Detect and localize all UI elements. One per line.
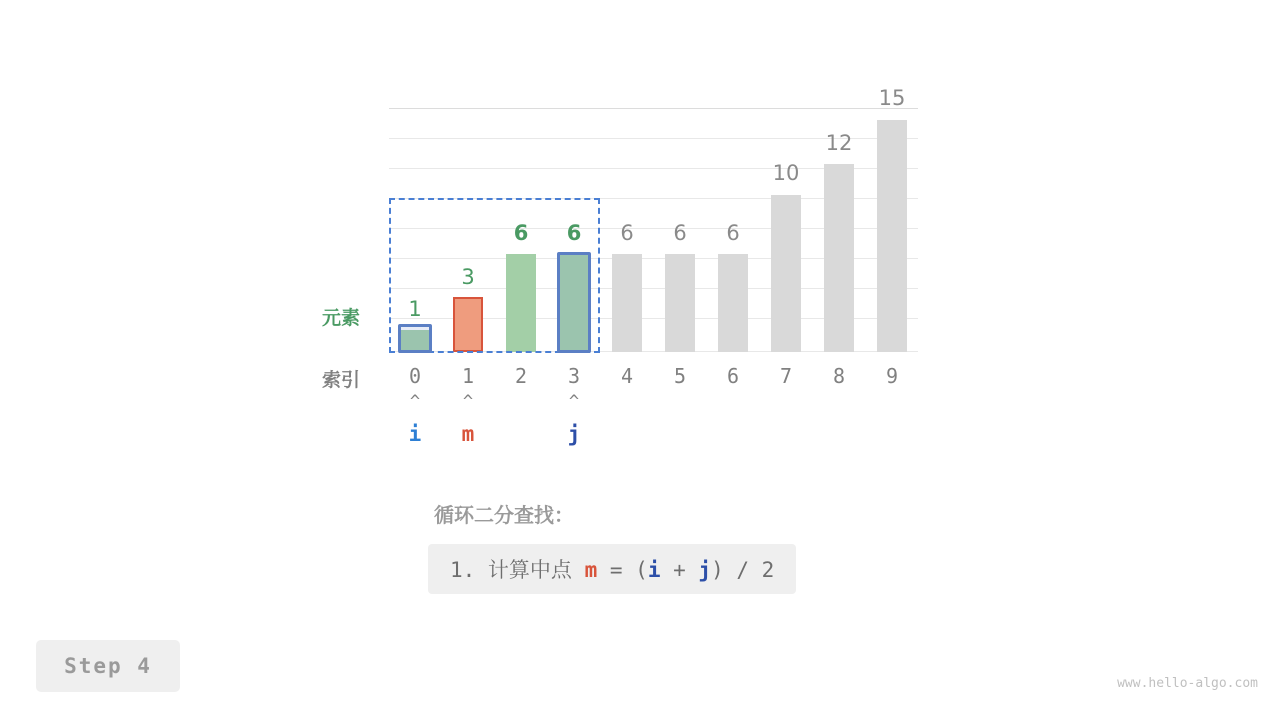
bar-value-1: 3 (461, 265, 475, 289)
bar-8 (824, 164, 854, 352)
step-code-line (428, 544, 796, 594)
description-title: 循环二分查找： (434, 503, 574, 527)
index-label-1: 1 (461, 364, 475, 388)
caret-i: ^ (409, 392, 421, 412)
axis-label-index: 索引 (322, 369, 361, 391)
code-var-j: j (698, 558, 712, 582)
axis-label-elements: 元素 (322, 307, 361, 329)
code-prefix: 1. 计算中点 (450, 558, 585, 582)
bar-value-4: 6 (620, 221, 634, 245)
watermark: www.hello-algo.com (1117, 676, 1258, 691)
caret-j: ^ (568, 392, 580, 412)
pointer-highlight-j (557, 252, 591, 353)
bar-value-0: 1 (408, 297, 422, 321)
bar-6 (718, 254, 748, 352)
bar-7 (771, 195, 801, 352)
pointer-highlight-i (398, 324, 432, 353)
pointer-label-i: i (408, 422, 422, 446)
bar-value-9: 15 (878, 86, 906, 110)
bar-value-2: 6 (513, 221, 529, 245)
index-label-0: 0 (408, 364, 422, 388)
code-plus: + (660, 558, 699, 582)
bar-5 (665, 254, 695, 352)
bar-value-5: 6 (673, 221, 687, 245)
code-eq: = ( (597, 558, 648, 582)
step-badge: Step 4 (36, 640, 180, 692)
index-label-8: 8 (832, 364, 846, 388)
bar-9 (877, 120, 907, 352)
bar-value-3: 6 (566, 221, 582, 245)
index-label-7: 7 (779, 364, 793, 388)
code-var-m: m (584, 558, 598, 582)
pointer-label-m: m (461, 422, 475, 446)
pointer-label-j: j (567, 422, 581, 446)
code-suffix: ) / 2 (711, 558, 775, 582)
bar-value-6: 6 (726, 221, 740, 245)
index-label-3: 3 (567, 364, 581, 388)
index-label-6: 6 (726, 364, 740, 388)
code-var-i: i (647, 558, 661, 582)
index-label-9: 9 (885, 364, 899, 388)
index-label-5: 5 (673, 364, 687, 388)
caret-m: ^ (462, 392, 474, 412)
bar-value-8: 12 (825, 131, 853, 155)
bar-value-7: 10 (772, 161, 800, 185)
index-label-2: 2 (514, 364, 528, 388)
index-label-4: 4 (620, 364, 634, 388)
bar-4 (612, 254, 642, 352)
